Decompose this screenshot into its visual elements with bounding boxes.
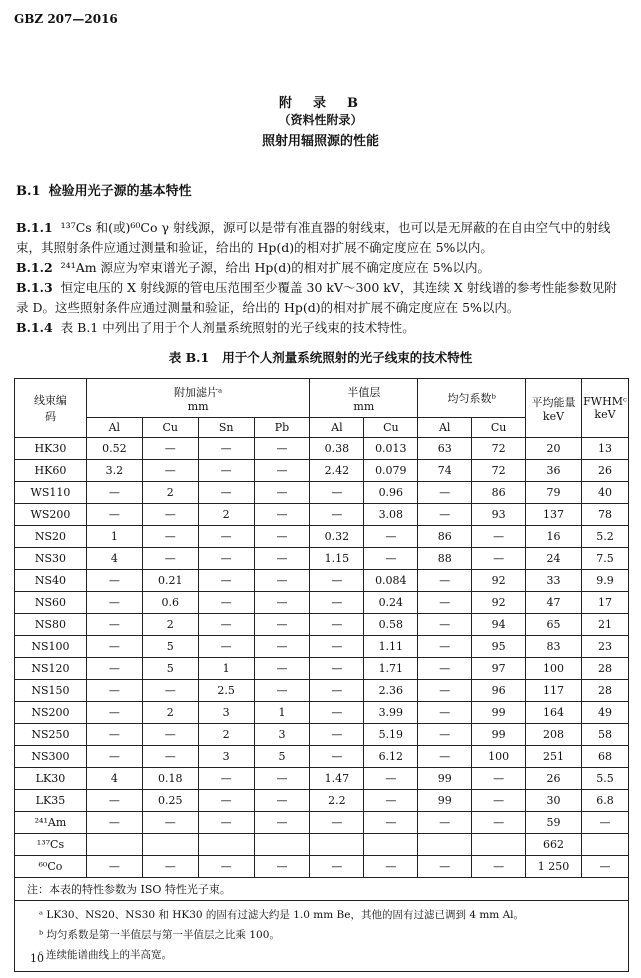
table-cell: —	[310, 592, 364, 614]
table-cell: 1.11	[364, 636, 418, 658]
table-cell: —	[142, 680, 198, 702]
beam-code-cell: NS250	[15, 724, 87, 746]
table-cell: —	[254, 790, 310, 812]
table-cell: 78	[581, 504, 628, 526]
table-cell: 1 250	[526, 856, 582, 878]
beam-code-cell: LK30	[15, 768, 87, 790]
table-cell: 92	[472, 570, 526, 592]
table-cell: 24	[526, 548, 582, 570]
table-cell: 9.9	[581, 570, 628, 592]
footnote-a: ᵃ LK30、NS20、NS30 和 HK30 的固有过滤大约是 1.0 mm Be，其他的固有过滤已调到 4 mm Al。	[39, 909, 525, 921]
table-row	[15, 702, 629, 724]
table-cell	[142, 834, 198, 856]
table-cell: 30	[526, 790, 582, 812]
table-row	[15, 856, 629, 878]
table-cell: —	[142, 548, 198, 570]
table-row	[15, 482, 629, 504]
table-row	[15, 812, 629, 834]
table-cell: 0.58	[364, 614, 418, 636]
table-title: 表 B.1 用于个人剂量系统照射的光子线束的技术特性	[168, 350, 473, 365]
table-row	[15, 680, 629, 702]
table-cell: 1.47	[310, 768, 364, 790]
table-cell: 0.25	[142, 790, 198, 812]
table-cell: 99	[418, 790, 472, 812]
table-cell: —	[364, 812, 418, 834]
table-cell: —	[254, 504, 310, 526]
table-cell: —	[142, 526, 198, 548]
table-cell: —	[310, 570, 364, 592]
table-cell: —	[198, 460, 254, 482]
table-row	[15, 460, 629, 482]
table-cell: —	[86, 702, 142, 724]
table-cell: —	[86, 724, 142, 746]
table-cell: 6.12	[364, 746, 418, 768]
beam-code-cell: ¹³⁷Cs	[15, 834, 87, 856]
beam-code-cell: NS20	[15, 526, 87, 548]
table-cell: —	[254, 592, 310, 614]
table-cell: 2.2	[310, 790, 364, 812]
table-cell	[198, 834, 254, 856]
table-cell: —	[310, 680, 364, 702]
table-cell: 0.084	[364, 570, 418, 592]
table-cell: —	[86, 570, 142, 592]
table-cell	[581, 834, 628, 856]
table-cell: 83	[526, 636, 582, 658]
table-cell: 2.36	[364, 680, 418, 702]
table-row	[15, 548, 629, 570]
table-cell: —	[198, 768, 254, 790]
table-cell: 0.18	[142, 768, 198, 790]
subheader-cell: Al	[310, 418, 364, 438]
header-hvl-label: 半值层	[347, 385, 381, 399]
header-fwhm	[581, 379, 628, 438]
table-cell: 2	[198, 504, 254, 526]
footnote-c: ᶜ 连续能谱曲线上的半高宽。	[39, 949, 172, 961]
table-cell	[310, 834, 364, 856]
table-cell: —	[472, 790, 526, 812]
table-cell: —	[310, 636, 364, 658]
beam-code-cell: NS60	[15, 592, 87, 614]
table-cell: 3.2	[86, 460, 142, 482]
table-cell: 16	[526, 526, 582, 548]
table-cell: —	[310, 724, 364, 746]
table-cell: 0.24	[364, 592, 418, 614]
paragraph-b14	[16, 318, 628, 338]
header-filter	[86, 379, 310, 418]
table-cell	[418, 834, 472, 856]
table-cell: 0.52	[86, 438, 142, 460]
table-cell: —	[310, 504, 364, 526]
table-cell: 59	[526, 812, 582, 834]
table-cell	[254, 834, 310, 856]
table-cell: 1	[86, 526, 142, 548]
table-cell: —	[86, 592, 142, 614]
paragraph-text: 表 B.1 中列出了用于个人剂量系统照射的光子线束的技术特性。	[60, 320, 415, 335]
table-body	[15, 438, 629, 878]
table-cell: 5	[142, 636, 198, 658]
table-cell: —	[418, 680, 472, 702]
table-cell: —	[86, 614, 142, 636]
table-cell: 0.96	[364, 482, 418, 504]
table-cell: 72	[472, 460, 526, 482]
table-row	[15, 570, 629, 592]
table-cell: —	[472, 768, 526, 790]
table-cell: 5	[142, 658, 198, 680]
table-cell: 0.21	[142, 570, 198, 592]
table-cell: —	[198, 592, 254, 614]
table-cell: 93	[472, 504, 526, 526]
table-cell: 251	[526, 746, 582, 768]
table-cell: —	[86, 790, 142, 812]
table-row	[15, 526, 629, 548]
table-cell	[364, 834, 418, 856]
table-cell: —	[364, 790, 418, 812]
paragraph-number: B.1.2	[16, 260, 53, 275]
beam-code-cell: NS200	[15, 702, 87, 724]
table-row	[15, 834, 629, 856]
table-cell: —	[472, 856, 526, 878]
beam-code-cell: ²⁴¹Am	[15, 812, 87, 834]
subheader-cell: Al	[418, 418, 472, 438]
paragraph-number: B.1.1	[16, 220, 53, 235]
table-cell: —	[254, 812, 310, 834]
beam-characteristics-table	[14, 378, 629, 972]
table-cell: 88	[418, 548, 472, 570]
header-homogeneity: 均匀系数ᵇ	[418, 379, 526, 418]
beam-code-cell: NS40	[15, 570, 87, 592]
table-cell: 68	[581, 746, 628, 768]
paragraph-text: ²⁴¹Am 源应为窄束谱光子源，给出 Hp(d)的相对扩展不确定度应在 5%以内。	[60, 260, 490, 275]
table-cell: —	[418, 812, 472, 834]
subheader-cell: Cu	[142, 418, 198, 438]
table-row	[15, 746, 629, 768]
table-cell: 17	[581, 592, 628, 614]
table-cell: 86	[472, 482, 526, 504]
subheader-cell: Sn	[198, 418, 254, 438]
table-cell: —	[86, 746, 142, 768]
table-cell: 1.15	[310, 548, 364, 570]
table-cell: 1	[254, 702, 310, 724]
table-cell: 47	[526, 592, 582, 614]
table-cell: 99	[472, 724, 526, 746]
header-fwhm-unit: keV	[594, 408, 616, 421]
table-cell: —	[581, 856, 628, 878]
table-cell: 1.71	[364, 658, 418, 680]
header-fwhm-label: FWHMᶜ	[583, 395, 627, 408]
appendix-title: 附 录 B	[278, 96, 363, 111]
table-cell: 49	[581, 702, 628, 724]
table-cell: 2.5	[198, 680, 254, 702]
beam-code-cell: NS30	[15, 548, 87, 570]
table-cell: —	[142, 856, 198, 878]
table-cell: —	[581, 812, 628, 834]
beam-code-cell: WS200	[15, 504, 87, 526]
beam-code-cell: WS110	[15, 482, 87, 504]
table-cell	[472, 834, 526, 856]
table-cell: 26	[526, 768, 582, 790]
table-row	[15, 768, 629, 790]
table-cell: —	[86, 636, 142, 658]
appendix-subtitle: （资料性附录）	[278, 113, 363, 127]
table-cell: 0.32	[310, 526, 364, 548]
table-cell: —	[254, 548, 310, 570]
table-cell: —	[310, 614, 364, 636]
table-cell: —	[142, 460, 198, 482]
table-cell: —	[198, 856, 254, 878]
table-cell: 95	[472, 636, 526, 658]
table-cell: 40	[581, 482, 628, 504]
table-cell: 79	[526, 482, 582, 504]
table-cell: 26	[581, 460, 628, 482]
table-cell: 58	[581, 724, 628, 746]
table-cell: —	[254, 768, 310, 790]
paragraph-text: 恒定电压的 X 射线源的管电压范围至少覆盖 30 kV～300 kV，其连续 X 射线谱的参考性能参数见附录 D。这些照射条件应通过测量和验证，给出的 Hp(d)的相对扩展不确定度应在 5%以内。	[16, 280, 617, 315]
table-footnotes	[15, 901, 629, 972]
table-cell: —	[142, 438, 198, 460]
table-cell: —	[142, 812, 198, 834]
table-cell: —	[254, 636, 310, 658]
table-cell: —	[86, 658, 142, 680]
beam-code-cell: LK35	[15, 790, 87, 812]
table-cell: —	[86, 680, 142, 702]
header-beam: 线束编码	[15, 379, 87, 438]
table-cell: —	[364, 548, 418, 570]
table-cell: 0.38	[310, 438, 364, 460]
table-cell: 63	[418, 438, 472, 460]
table-cell: —	[198, 548, 254, 570]
table-cell: 13	[581, 438, 628, 460]
footnote-b: ᵇ 均匀系数是第一半值层与第一半值层之比乘 100。	[39, 929, 280, 941]
table-cell: 4	[86, 768, 142, 790]
table-cell: —	[310, 658, 364, 680]
table-cell: 3	[254, 724, 310, 746]
table-cell: —	[198, 614, 254, 636]
table-cell: —	[418, 658, 472, 680]
table-cell: 92	[472, 592, 526, 614]
table-cell: 137	[526, 504, 582, 526]
table-cell: 3	[198, 702, 254, 724]
table-cell: 100	[526, 658, 582, 680]
beam-code-cell: NS100	[15, 636, 87, 658]
beam-code-cell: NS120	[15, 658, 87, 680]
table-cell: 28	[581, 680, 628, 702]
table-cell: —	[86, 856, 142, 878]
table-cell: —	[86, 504, 142, 526]
table-cell: 2	[142, 482, 198, 504]
table-cell: 21	[581, 614, 628, 636]
table-row	[15, 614, 629, 636]
beam-code-cell: NS150	[15, 680, 87, 702]
table-cell: —	[418, 636, 472, 658]
table-cell: —	[418, 702, 472, 724]
table-cell: 20	[526, 438, 582, 460]
table-cell: 208	[526, 724, 582, 746]
section-title: 检验用光子源的基本特性	[48, 184, 192, 199]
paragraph-b11	[16, 218, 628, 258]
table-cell: 28	[581, 658, 628, 680]
table-cell: —	[364, 856, 418, 878]
table-cell: —	[86, 482, 142, 504]
table-cell: —	[418, 504, 472, 526]
table-cell: 662	[526, 834, 582, 856]
table-cell: —	[472, 526, 526, 548]
table-cell: —	[254, 856, 310, 878]
table-cell: 97	[472, 658, 526, 680]
table-cell: —	[418, 482, 472, 504]
table-cell: —	[142, 724, 198, 746]
table-cell: 3.99	[364, 702, 418, 724]
table-cell: —	[254, 526, 310, 548]
table-cell: 5	[254, 746, 310, 768]
header-mean-energy-label: 平均能量	[531, 395, 576, 409]
table-cell: 65	[526, 614, 582, 636]
table-cell: 5.5	[581, 768, 628, 790]
header-filter-unit: mm	[187, 399, 209, 413]
header-mean-energy	[526, 379, 582, 438]
table-row	[15, 438, 629, 460]
table-cell: —	[198, 570, 254, 592]
table-cell: —	[418, 724, 472, 746]
section-number: B.1	[16, 184, 41, 199]
table-cell: 3.08	[364, 504, 418, 526]
table-cell: 23	[581, 636, 628, 658]
paragraph-b13	[16, 278, 628, 318]
table-cell: —	[310, 482, 364, 504]
table-cell: 4	[86, 548, 142, 570]
paragraph-b12	[16, 258, 628, 278]
table-cell: 117	[526, 680, 582, 702]
table-row	[15, 790, 629, 812]
table-cell: 33	[526, 570, 582, 592]
table-cell: 36	[526, 460, 582, 482]
section-heading	[16, 180, 192, 199]
subheader-cell: Cu	[364, 418, 418, 438]
paragraph-number: B.1.4	[16, 320, 53, 335]
table-cell: —	[198, 812, 254, 834]
table-cell: —	[364, 526, 418, 548]
table-cell: —	[310, 856, 364, 878]
table-cell: —	[418, 614, 472, 636]
table-cell: 2	[142, 702, 198, 724]
table-cell: 2.42	[310, 460, 364, 482]
table-cell: 1	[198, 658, 254, 680]
paragraph-text: ¹³⁷Cs 和(或)⁶⁰Co γ 射线源，源可以是带有准直器的射线束，也可以是无屏蔽的在自由空气中的射线束，其照射条件应通过测量和验证，给出的 Hp(d)的相对扩展不确定度应在 5%以内。	[16, 220, 611, 255]
table-cell: 99	[472, 702, 526, 724]
table-cell: —	[254, 680, 310, 702]
document-header: GBZ 207—2016	[14, 12, 118, 26]
table-cell: 94	[472, 614, 526, 636]
table-note: 注：本表的特性参数为 ISO 特性光子束。	[15, 878, 629, 901]
table-cell: 96	[472, 680, 526, 702]
subheader-cell: Pb	[254, 418, 310, 438]
table-cell: 2	[142, 614, 198, 636]
table-cell: —	[254, 438, 310, 460]
header-filter-label: 附加滤片ᵃ	[174, 385, 223, 399]
table-row	[15, 504, 629, 526]
table-row	[15, 592, 629, 614]
table-cell: —	[198, 636, 254, 658]
table-cell: —	[254, 460, 310, 482]
subheader-cell: Al	[86, 418, 142, 438]
table-cell: —	[198, 526, 254, 548]
table-cell: 5.2	[581, 526, 628, 548]
beam-code-cell: HK30	[15, 438, 87, 460]
table-cell: 2	[198, 724, 254, 746]
beam-code-cell: HK60	[15, 460, 87, 482]
table-row	[15, 658, 629, 680]
table-cell: 164	[526, 702, 582, 724]
beam-code-cell: NS80	[15, 614, 87, 636]
table-cell: 74	[418, 460, 472, 482]
table-cell: —	[254, 482, 310, 504]
table-cell: —	[472, 812, 526, 834]
header-hvl	[310, 379, 418, 418]
table-cell: —	[310, 812, 364, 834]
table-cell: —	[142, 746, 198, 768]
table-cell: —	[418, 746, 472, 768]
table-cell: 99	[418, 768, 472, 790]
header-hvl-unit: mm	[353, 399, 375, 413]
table-cell: —	[254, 570, 310, 592]
table-cell: —	[472, 548, 526, 570]
table-cell: —	[198, 438, 254, 460]
appendix-heading: 照射用辐照源的性能	[261, 134, 379, 149]
table-cell: 6.8	[581, 790, 628, 812]
table-cell: 0.6	[142, 592, 198, 614]
beam-code-cell: NS300	[15, 746, 87, 768]
table-cell: 100	[472, 746, 526, 768]
table-cell: —	[310, 746, 364, 768]
table-cell: 86	[418, 526, 472, 548]
table-cell: —	[198, 790, 254, 812]
paragraph-number: B.1.3	[16, 280, 53, 295]
table-cell: —	[418, 570, 472, 592]
table-cell: —	[254, 658, 310, 680]
table-cell: 0.079	[364, 460, 418, 482]
beam-code-cell: ⁶⁰Co	[15, 856, 87, 878]
table-cell: —	[142, 504, 198, 526]
table-cell: —	[310, 702, 364, 724]
table-row	[15, 724, 629, 746]
table-row	[15, 636, 629, 658]
table-cell	[86, 834, 142, 856]
subheader-cell: Cu	[472, 418, 526, 438]
table-cell: —	[418, 856, 472, 878]
table-cell: 72	[472, 438, 526, 460]
table-cell: 3	[198, 746, 254, 768]
table-cell: 5.19	[364, 724, 418, 746]
table-cell: —	[86, 812, 142, 834]
table-cell: —	[254, 614, 310, 636]
table-cell: 7.5	[581, 548, 628, 570]
table-cell: —	[418, 592, 472, 614]
header-mean-energy-unit: keV	[542, 409, 565, 423]
table-cell: —	[198, 482, 254, 504]
page-number: 10	[30, 952, 44, 965]
table-cell: —	[364, 768, 418, 790]
table-cell: 0.013	[364, 438, 418, 460]
